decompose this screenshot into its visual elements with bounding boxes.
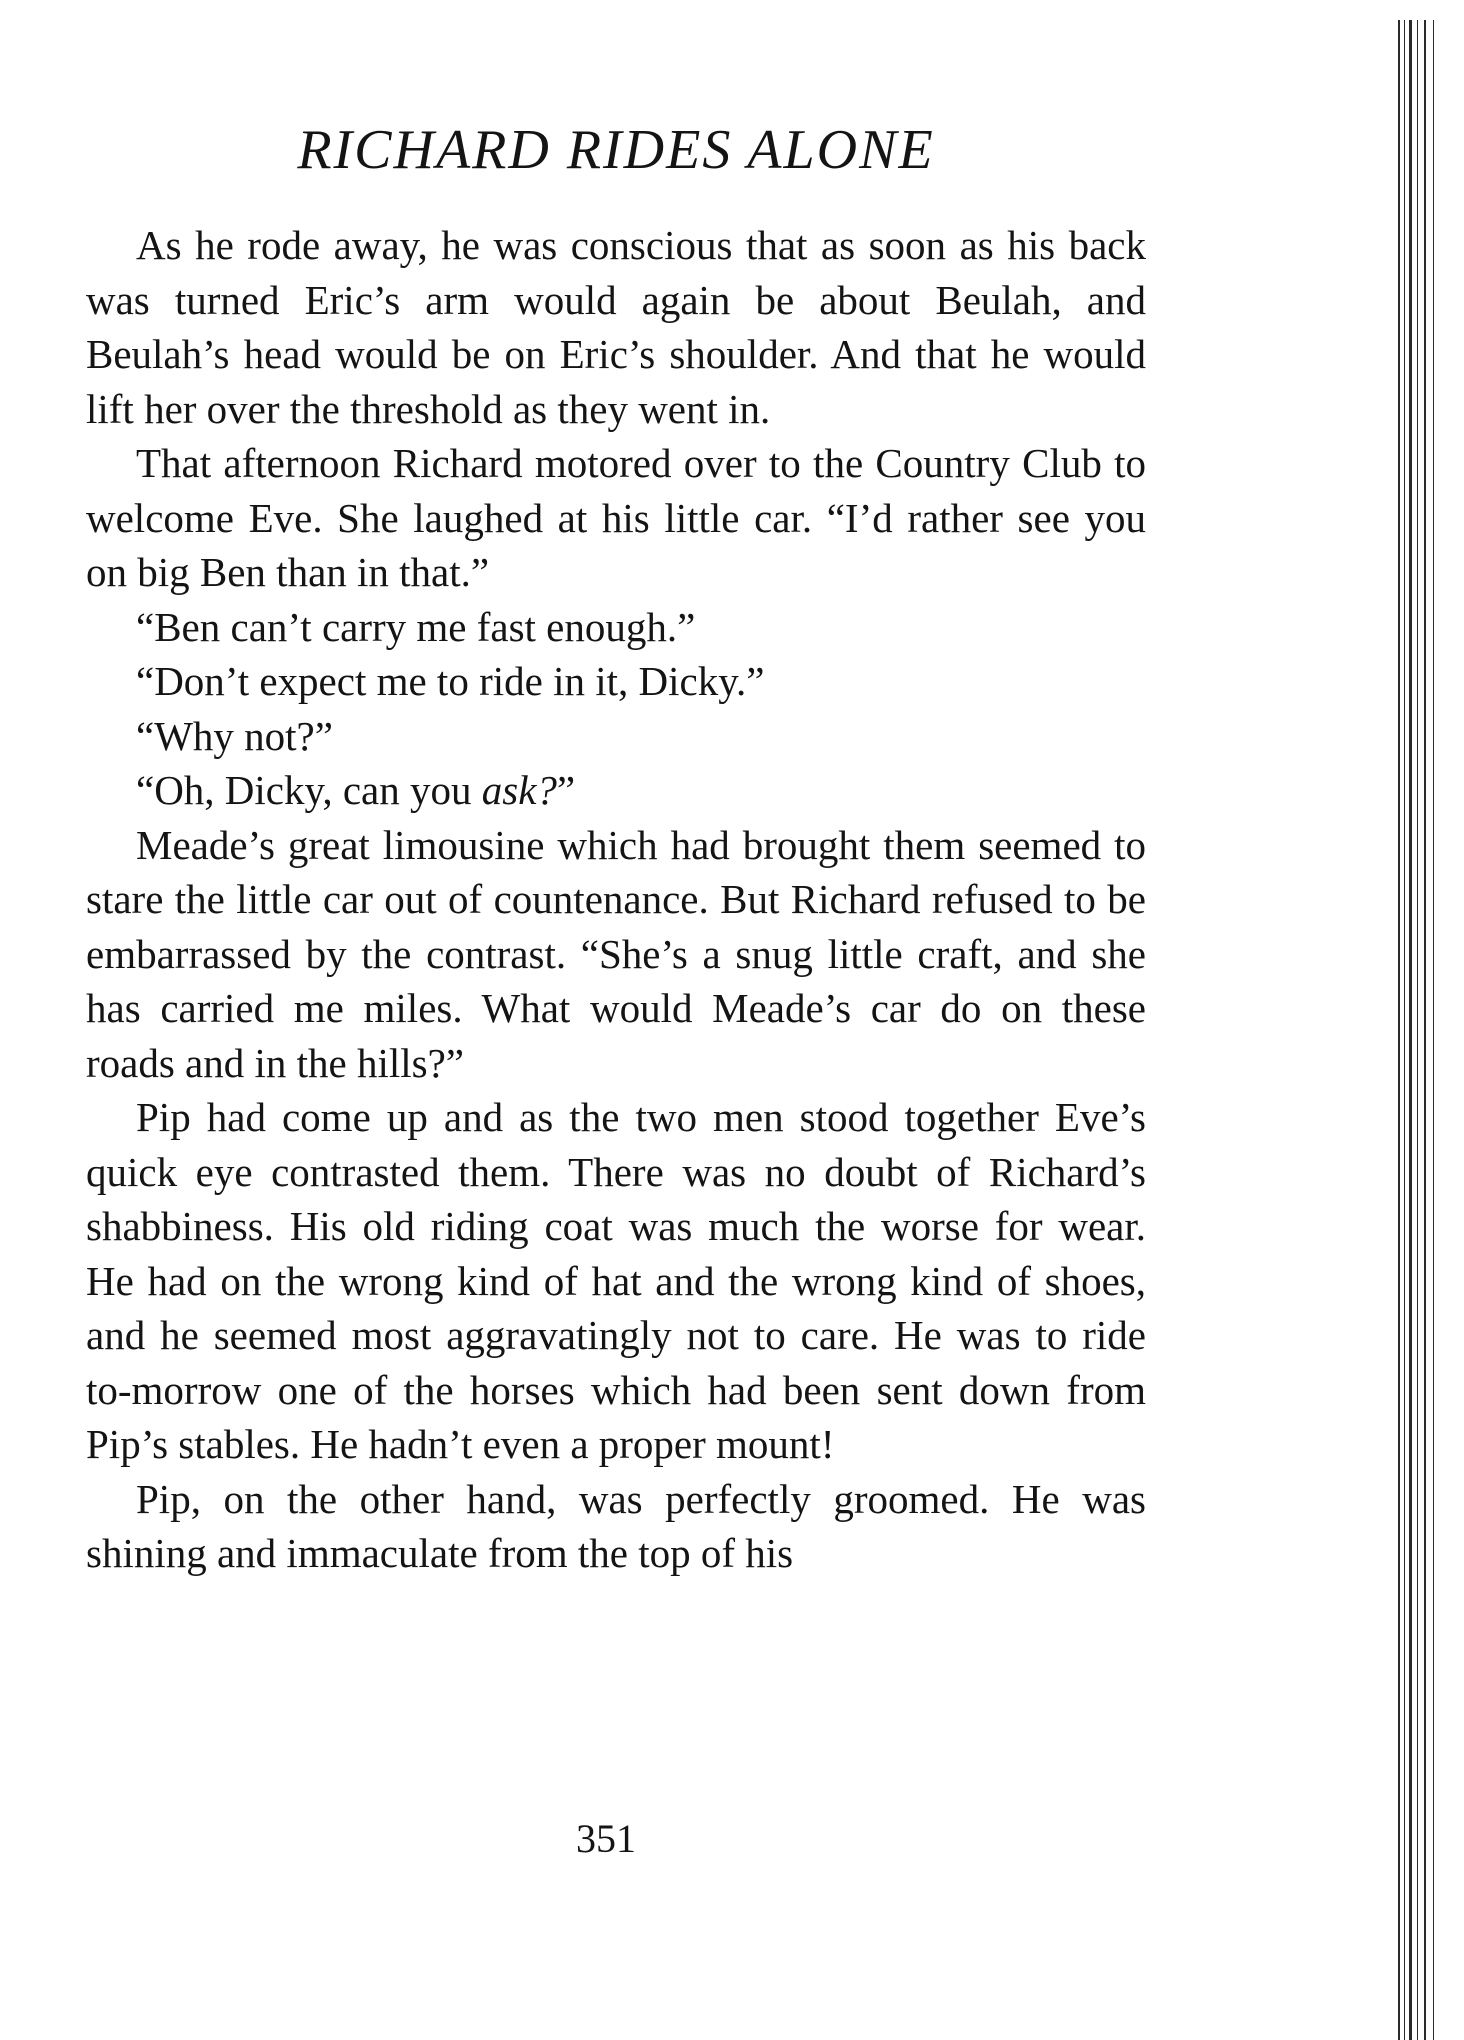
gutter-line xyxy=(1409,20,1412,2040)
book-gutter-edge xyxy=(1398,20,1448,2040)
paragraph: Pip, on the other hand, was perfectly groomed. He was shining and immaculate from the top of his xyxy=(86,1475,1146,1576)
paragraph: As he rode away, he was conscious that as soon as his back was turned Eric’s arm would again be about Beulah, and Beulah’s head would be on Eric’s shoulder. And that he would lift her over the threshold as they went in. xyxy=(86,222,1146,432)
paragraph: Meade’s great limousine which had brought them seemed to stare the little car out of countenance. But Richard refused to be embarrassed by the contrast. “She’s a snug little craft, and she has carried me miles. What would Meade’s car do on these roads and in the hills?” xyxy=(86,821,1146,1086)
gutter-line xyxy=(1398,20,1400,2040)
emphasis-text: ask? xyxy=(481,767,557,813)
paragraph: That afternoon Richard motored over to the Country Club to welcome Eve. She laughed at his little car. “I’d rather see you on big Ben than in that.” xyxy=(86,440,1146,595)
body-text xyxy=(86,218,1146,1581)
gutter-line xyxy=(1417,20,1418,2040)
paragraph: Pip had come up and as the two men stood together Eve’s quick eye contrasted them. There was no doubt of Richard’s shabbiness. His old riding coat was much the worse for wear. He had on the wrong kind of hat and the wrong kind of shoes, and he seemed most aggravatingly not to care. He was to ride to-morrow one of the horses which had been sent down from Pip’s stables. He hadn’t even a proper mount! xyxy=(86,1094,1146,1467)
gutter-line xyxy=(1424,20,1426,2040)
dialogue-text: “Oh, Dicky, can you xyxy=(136,767,482,813)
page-number: 351 xyxy=(576,1816,636,1861)
running-title: RICHARD RIDES ALONE xyxy=(297,119,935,181)
dialogue-line: “Why not?” xyxy=(136,712,333,759)
closing-quote: ” xyxy=(556,767,576,813)
dialogue-line: “Ben can’t carry me fast enough.” xyxy=(136,603,696,650)
dialogue-line: “Don’t expect me to ride in it, Dicky.” xyxy=(136,658,765,704)
gutter-line xyxy=(1404,20,1405,2040)
dialogue-line xyxy=(136,763,1146,818)
gutter-line xyxy=(1433,20,1434,2040)
